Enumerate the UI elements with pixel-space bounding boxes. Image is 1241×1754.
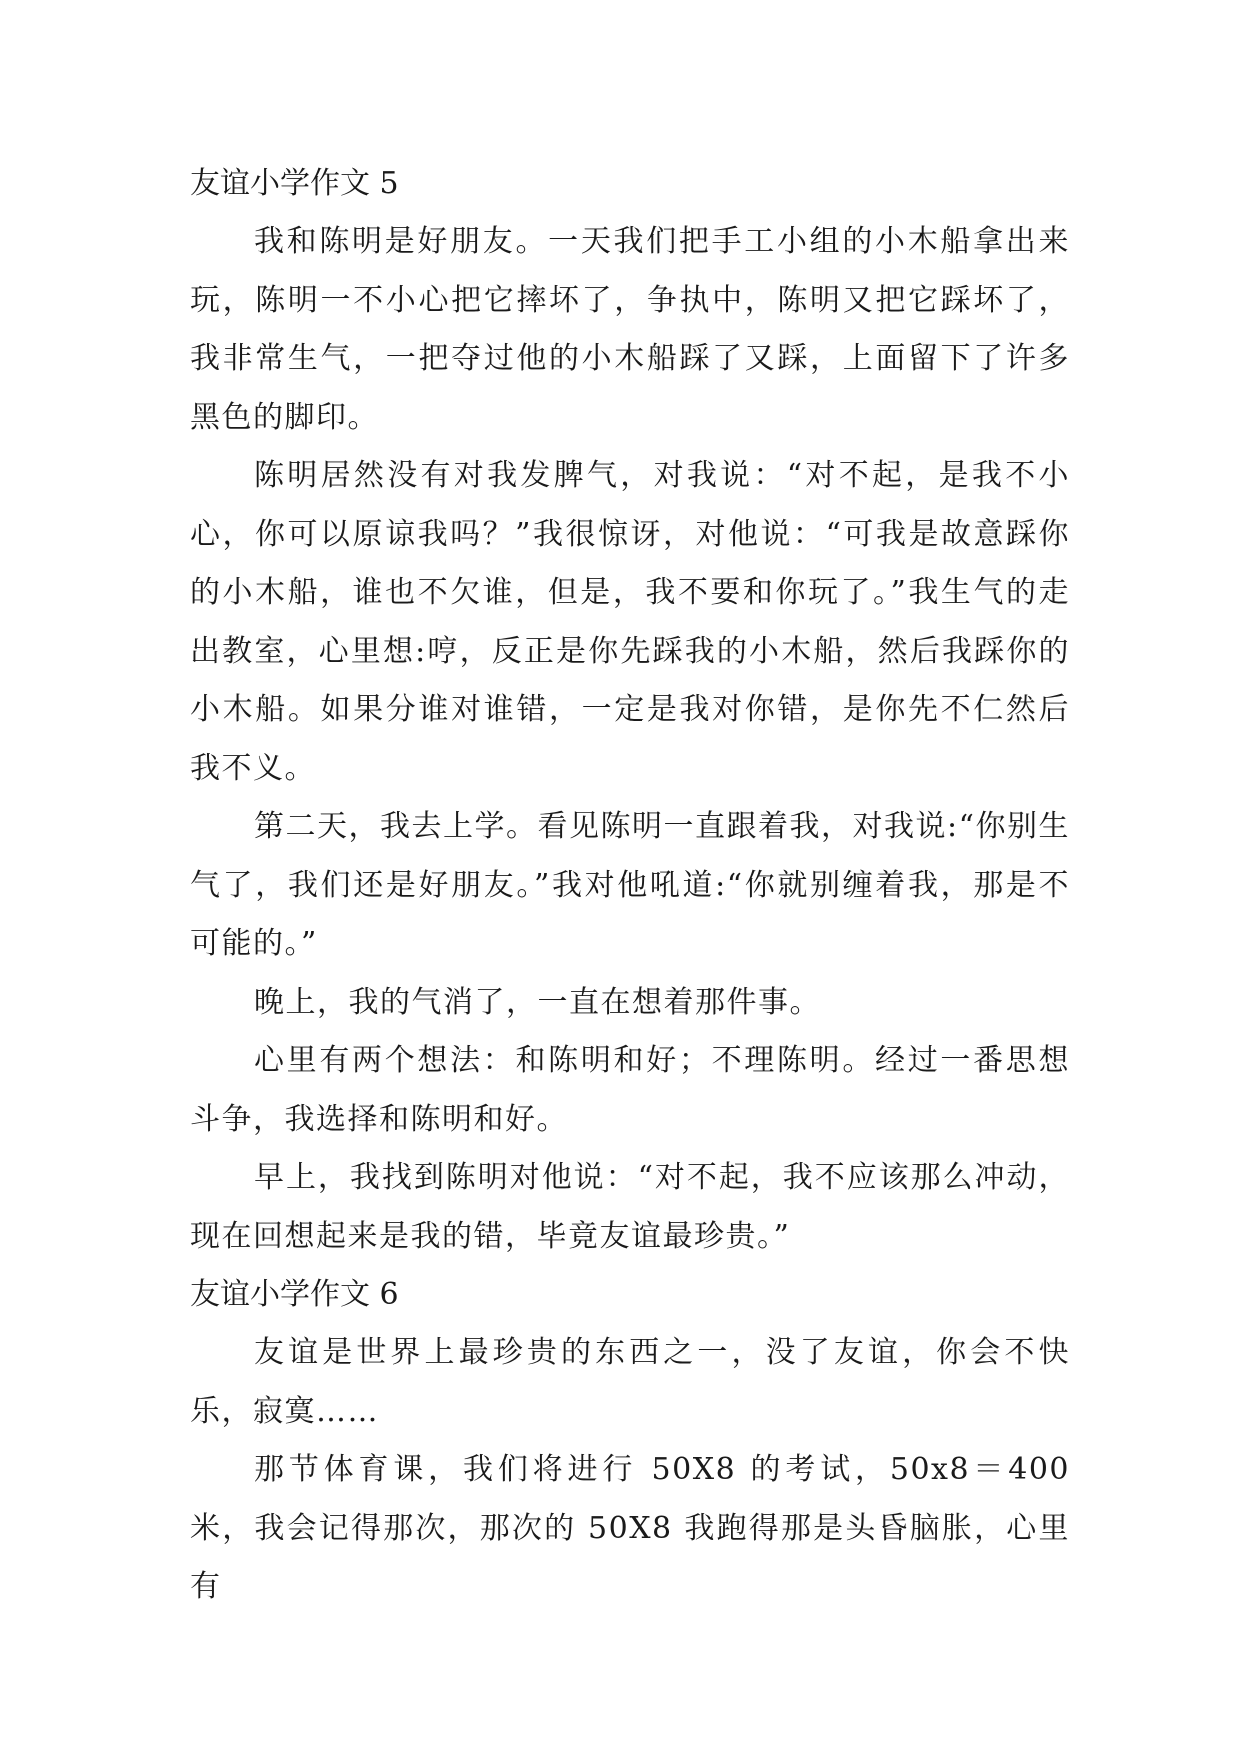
section-title: 友谊小学作文 6 (190, 1277, 399, 1312)
paragraph: 友谊是世界上最珍贵的东西之一，没了友谊，你会不快乐，寂寞…… (190, 1335, 1070, 1429)
document-page (190, 155, 1070, 1617)
essay-section-5 (190, 155, 1070, 1266)
essay-section-6 (190, 1266, 1070, 1617)
paragraph: 早上，我找到陈明对他说：“对不起，我不应该那么冲动，现在回想起来是我的错，毕竟友谊最珍贵。” (190, 1160, 1070, 1254)
paragraph: 心里有两个想法：和陈明和好；不理陈明。经过一番思想斗争，我选择和陈明和好。 (190, 1043, 1070, 1137)
paragraph: 那节体育课，我们将进行 50X8 的考试，50x8＝400 米，我会记得那次，那次的 50X8 我跑得那是头昏脑胀，心里有 (190, 1452, 1070, 1604)
section-title: 友谊小学作文 5 (190, 166, 399, 201)
paragraph: 陈明居然没有对我发脾气，对我说：“对不起，是我不小心，你可以原谅我吗？”我很惊讶，对他说：“可我是故意踩你的小木船，谁也不欠谁，但是，我不要和你玩了。”我生气的走出教室，心里想:哼，反正是你先踩我的小木船，然后我踩你的小木船。如果分谁对谁错，一定是我对你错，是你先不仁然后我不义。 (190, 458, 1070, 786)
paragraph: 晚上，我的气消了，一直在想着那件事。 (254, 984, 821, 1020)
paragraph: 我和陈明是好朋友。一天我们把手工小组的小木船拿出来玩，陈明一不小心把它摔坏了，争执中，陈明又把它踩坏了，我非常生气，一把夺过他的小木船踩了又踩，上面留下了许多黑色的脚印。 (190, 224, 1070, 435)
paragraph: 第二天，我去上学。看见陈明一直跟着我，对我说:“你别生气了，我们还是好朋友。”我对他吼道:“你就别缠着我，那是不可能的。” (190, 809, 1070, 961)
